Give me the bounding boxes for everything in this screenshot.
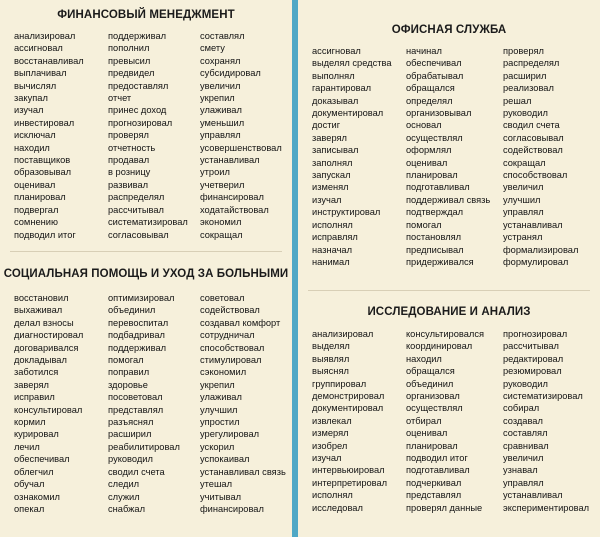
- word-item: измерял: [312, 428, 349, 439]
- word-item: объединил: [406, 378, 454, 389]
- word-item: выделял средства: [312, 58, 392, 69]
- section-title-social-care: СОЦИАЛЬНАЯ ПОМОЩЬ И УХОД ЗА БОЛЬНЫМИ: [3, 268, 289, 280]
- word-item: документировал: [312, 403, 384, 414]
- word-item: подвергал: [14, 204, 59, 215]
- divider: [10, 251, 282, 252]
- word-item: создавал комфорт: [200, 317, 281, 328]
- word-item: обрабатывал: [406, 70, 464, 81]
- word-item: руководил: [108, 454, 153, 465]
- word-item: сокращал: [200, 229, 243, 240]
- word-item: учетверил: [200, 179, 245, 190]
- word-item: отбирал: [406, 415, 442, 426]
- word-item: ознакомил: [14, 491, 60, 502]
- word-item: руководил: [503, 378, 548, 389]
- word-item: подбадривал: [108, 330, 165, 341]
- word-item: прогнозировал: [503, 329, 568, 339]
- word-item: определял: [406, 95, 453, 106]
- word-item: ассигновал: [14, 43, 63, 54]
- word-item: инвестировал: [14, 117, 75, 128]
- word-item: управлял: [503, 207, 544, 218]
- word-item: заполнял: [312, 157, 353, 168]
- word-item: учитывал: [200, 491, 242, 502]
- word-item: нанимал: [312, 256, 350, 267]
- word-item: оценивал: [406, 428, 448, 439]
- word-item: сводил счета: [108, 466, 165, 477]
- word-item: планировал: [406, 440, 458, 451]
- word-item: управлял: [200, 130, 241, 141]
- word-item: документировал: [312, 108, 384, 119]
- word-item: решал: [503, 95, 532, 106]
- word-item: узнавал: [503, 465, 538, 476]
- word-column: [312, 45, 406, 268]
- word-item: превысил: [108, 55, 151, 66]
- word-item: сэкономил: [200, 367, 247, 378]
- word-item: выделял: [312, 341, 350, 352]
- word-column: [200, 30, 290, 241]
- word-item: опекал: [14, 503, 45, 514]
- word-item: обращался: [406, 83, 455, 94]
- office-word-columns: [312, 45, 591, 268]
- word-item: разъяснял: [108, 417, 154, 428]
- word-item: распределял: [503, 58, 560, 69]
- word-item: записывал: [312, 145, 359, 156]
- section-title-research: ИССЛЕДОВАНИЕ И АНАЛИЗ: [367, 306, 531, 318]
- word-item: исполнял: [312, 219, 353, 230]
- word-item: изобрел: [312, 440, 348, 451]
- word-item: начинал: [406, 46, 442, 56]
- word-item: укрепил: [200, 379, 235, 390]
- word-item: выполнял: [312, 70, 355, 81]
- word-item: запускал: [312, 170, 351, 181]
- word-item: поставщиков: [14, 155, 71, 166]
- word-item: проверял: [503, 46, 544, 56]
- word-item: упростил: [200, 417, 240, 428]
- word-item: оптимизировал: [108, 293, 175, 303]
- word-item: инструктировал: [312, 207, 381, 218]
- word-item: систематизировал: [108, 217, 188, 228]
- word-item: продавал: [108, 155, 150, 166]
- word-item: представлял: [108, 404, 164, 415]
- word-item: доказывал: [312, 95, 359, 106]
- word-item: кормил: [14, 417, 46, 428]
- word-item: формализировал: [503, 244, 579, 255]
- word-item: диагностировал: [14, 330, 84, 341]
- word-item: ускорил: [200, 441, 235, 452]
- word-column: [200, 292, 290, 515]
- word-item: выплачивал: [14, 68, 67, 79]
- word-item: пополнил: [108, 43, 150, 54]
- word-item: группировал: [312, 378, 367, 389]
- divider: [308, 290, 590, 291]
- word-item: сокращал: [503, 157, 546, 168]
- word-item: назначал: [312, 244, 353, 255]
- word-item: утешал: [200, 479, 233, 490]
- word-item: обеспечивал: [14, 454, 70, 465]
- word-item: организовывал: [406, 108, 472, 119]
- word-item: анализировал: [312, 329, 374, 339]
- word-item: утроил: [200, 167, 230, 178]
- word-item: объединил: [108, 305, 156, 316]
- word-item: советовал: [200, 293, 245, 303]
- word-item: подтверждал: [406, 207, 464, 218]
- word-item: согласовывал: [503, 132, 564, 143]
- word-item: консультировался: [406, 329, 485, 339]
- word-item: осуществлял: [406, 132, 463, 143]
- word-column: [14, 292, 108, 515]
- word-item: реабилитировал: [108, 441, 180, 452]
- word-item: подготавливал: [406, 182, 470, 193]
- word-item: докладывал: [14, 355, 67, 366]
- word-item: экспериментировал: [503, 502, 590, 513]
- word-item: поправил: [108, 367, 150, 378]
- word-item: улучшил: [200, 404, 238, 415]
- word-item: поддерживал: [108, 31, 167, 41]
- word-item: содействовал: [503, 145, 563, 156]
- word-item: подводил итог: [14, 229, 76, 240]
- word-column: [312, 328, 406, 514]
- word-item: демонстрировал: [312, 391, 385, 402]
- word-item: экономил: [200, 217, 242, 228]
- word-column: [406, 45, 503, 268]
- word-column: [14, 30, 108, 241]
- word-item: сохранял: [200, 55, 241, 66]
- word-item: систематизировал: [503, 391, 583, 402]
- section-title-finance: ФИНАНСОВЫЙ МЕНЕДЖМЕНТ: [57, 9, 235, 21]
- word-item: изучал: [312, 194, 342, 205]
- word-item: подготавливал: [406, 465, 470, 476]
- word-item: рассчитывал: [108, 204, 164, 215]
- word-item: редактировал: [503, 353, 564, 364]
- word-item: проверял: [108, 130, 149, 141]
- word-item: поддерживал связь: [406, 194, 491, 205]
- word-item: образовывал: [14, 167, 72, 178]
- word-item: увеличил: [503, 453, 544, 464]
- research-word-columns: [312, 328, 591, 514]
- word-item: интервьюировал: [312, 465, 385, 476]
- word-column: [108, 30, 200, 241]
- word-item: принес доход: [108, 105, 167, 116]
- word-item: помогал: [108, 355, 144, 366]
- word-item: гарантировал: [312, 83, 372, 94]
- word-item: собирал: [503, 403, 540, 414]
- social-care-word-columns: [14, 292, 290, 515]
- word-item: организовал: [406, 391, 460, 402]
- word-item: увеличил: [200, 80, 241, 91]
- word-item: резюмировал: [503, 366, 562, 377]
- word-item: интерпретировал: [312, 477, 388, 488]
- word-column: [108, 292, 200, 515]
- word-item: прогнозировал: [108, 117, 173, 128]
- word-item: уменьшил: [200, 117, 245, 128]
- word-item: служил: [108, 491, 140, 502]
- word-item: способствовал: [503, 170, 568, 181]
- word-item: согласовывал: [108, 229, 169, 240]
- word-item: расширил: [503, 70, 547, 81]
- word-item: заверял: [14, 379, 49, 390]
- word-item: основал: [406, 120, 442, 131]
- word-item: усовершенствовал: [200, 142, 282, 153]
- word-item: заботился: [14, 367, 59, 378]
- word-item: находил: [406, 353, 442, 364]
- word-item: придерживался: [406, 256, 474, 267]
- word-item: снабжал: [108, 503, 145, 514]
- word-item: обращался: [406, 366, 455, 377]
- right-panel: [298, 0, 600, 537]
- word-item: предоставлял: [108, 80, 169, 91]
- word-item: вычислял: [14, 80, 57, 91]
- word-item: обучал: [14, 479, 45, 490]
- left-panel: [0, 0, 292, 537]
- word-item: консультировал: [14, 404, 83, 415]
- word-item: обеспечивал: [406, 58, 462, 69]
- word-item: ходатайствовал: [200, 204, 269, 215]
- word-item: поддерживал: [108, 342, 167, 353]
- word-item: устанавливал: [503, 490, 563, 501]
- word-item: формулировал: [503, 256, 569, 267]
- word-item: финансировал: [200, 503, 264, 514]
- word-item: устанавливал связь: [200, 466, 286, 477]
- word-item: посоветовал: [108, 392, 163, 403]
- word-item: облегчил: [14, 466, 54, 477]
- word-item: постановлял: [406, 232, 462, 243]
- word-item: исключал: [14, 130, 56, 141]
- word-item: в розницу: [108, 167, 151, 178]
- word-item: выхаживал: [14, 305, 63, 316]
- word-item: субсидировал: [200, 68, 261, 79]
- word-item: анализировал: [14, 31, 76, 41]
- word-item: сравнивал: [503, 440, 549, 451]
- word-column: [406, 328, 503, 514]
- word-item: устранял: [503, 232, 543, 243]
- word-item: курировал: [14, 429, 59, 440]
- word-item: стимулировал: [200, 355, 262, 366]
- word-item: оценивал: [14, 179, 56, 190]
- word-item: проверял данные: [406, 502, 483, 513]
- word-item: способствовал: [200, 342, 265, 353]
- word-item: сводил счета: [503, 120, 560, 131]
- word-item: успокаивал: [200, 454, 250, 465]
- word-item: руководил: [503, 108, 548, 119]
- word-item: находил: [14, 142, 50, 153]
- word-item: отчетность: [108, 142, 156, 153]
- section-title-office: ОФИСНАЯ СЛУЖБА: [391, 24, 507, 36]
- word-item: исправлял: [312, 232, 358, 243]
- word-item: закупал: [14, 93, 48, 104]
- word-item: увеличил: [503, 182, 544, 193]
- word-item: оформлял: [406, 145, 452, 156]
- word-item: исследовал: [312, 502, 363, 513]
- word-item: смету: [200, 43, 225, 54]
- word-item: реализовал: [503, 83, 554, 94]
- word-item: достиг: [312, 120, 341, 131]
- word-item: следил: [108, 479, 140, 490]
- word-item: изменял: [312, 182, 349, 193]
- word-item: устанавливал: [503, 219, 563, 230]
- word-item: подводил итог: [406, 453, 468, 464]
- word-item: делал взносы: [14, 317, 74, 328]
- word-item: извлекал: [312, 415, 352, 426]
- word-item: ассигновал: [312, 46, 361, 56]
- word-item: составлял: [503, 428, 548, 439]
- word-item: улаживал: [200, 105, 242, 116]
- word-item: исполнял: [312, 490, 353, 501]
- word-item: содействовал: [200, 305, 260, 316]
- word-item: изучал: [312, 453, 342, 464]
- word-item: выяснял: [312, 366, 349, 377]
- word-item: устанавливал: [200, 155, 260, 166]
- word-item: составлял: [200, 31, 245, 41]
- word-item: заверял: [312, 132, 347, 143]
- word-item: создавал: [503, 415, 543, 426]
- word-item: финансировал: [200, 192, 264, 203]
- word-item: изучал: [14, 105, 44, 116]
- word-item: восстанавливал: [14, 55, 84, 66]
- word-item: лечил: [14, 441, 40, 452]
- word-item: рассчитывал: [503, 341, 559, 352]
- word-item: перевоспитал: [108, 317, 169, 328]
- word-item: расширил: [108, 429, 152, 440]
- word-item: развивал: [108, 179, 149, 190]
- word-item: отчет: [108, 93, 132, 104]
- word-item: улаживал: [200, 392, 242, 403]
- word-item: планировал: [14, 192, 66, 203]
- word-item: координировал: [406, 341, 473, 352]
- finance-word-columns: [14, 30, 290, 241]
- word-item: планировал: [406, 170, 458, 181]
- word-item: восстановил: [14, 293, 69, 303]
- word-item: предвидел: [108, 68, 155, 79]
- word-item: управлял: [503, 477, 544, 488]
- word-item: подчеркивал: [406, 477, 462, 488]
- word-item: договаривался: [14, 342, 79, 353]
- word-column: [503, 45, 591, 268]
- word-item: осуществлял: [406, 403, 463, 414]
- word-item: укрепил: [200, 93, 235, 104]
- word-item: распределял: [108, 192, 165, 203]
- word-item: сомнению: [14, 217, 58, 228]
- word-item: урегулировал: [200, 429, 260, 440]
- word-item: здоровье: [108, 379, 148, 390]
- word-item: оценивал: [406, 157, 448, 168]
- word-item: сотрудничал: [200, 330, 255, 341]
- word-item: помогал: [406, 219, 442, 230]
- word-item: исправил: [14, 392, 55, 403]
- word-item: выявлял: [312, 353, 350, 364]
- word-column: [503, 328, 591, 514]
- word-item: улучшил: [503, 194, 541, 205]
- word-item: предписывал: [406, 244, 464, 255]
- word-item: представлял: [406, 490, 462, 501]
